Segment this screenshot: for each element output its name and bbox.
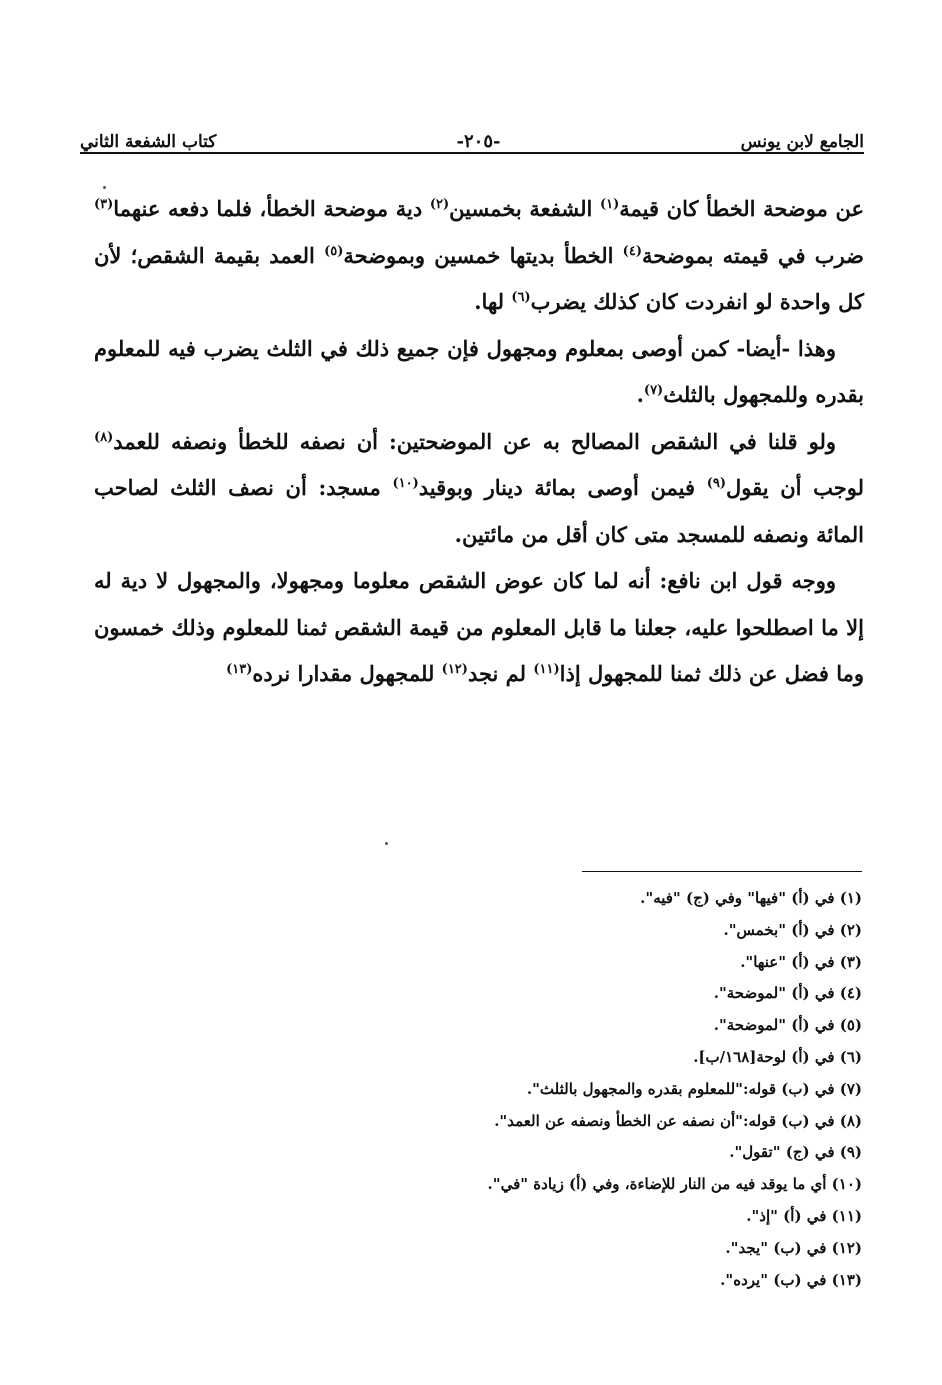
paragraph xyxy=(94,419,864,559)
footnote-marker: (٥) xyxy=(324,243,344,259)
text-run: العمد بقيمة الشقص؛ لأن كل واحدة لو انفردت كان كذلك يضرب xyxy=(94,242,864,314)
text-run: مسجد: أن نصف الثلث لصاحب المائة ونصفه للمسجد متى كان أقل من مائتين. xyxy=(94,475,864,547)
text-run: لها. xyxy=(474,289,512,314)
text-run: لوجب أن يقول xyxy=(725,475,864,500)
footnote: (٣) في (أ) "عنها". xyxy=(740,952,862,971)
footnote: (٢) في (أ) "بخمس". xyxy=(723,920,862,939)
footnote: (٩) في (ج) "تقول". xyxy=(729,1143,862,1162)
text-run: ولو قلنا في الشقص المصالح به عن الموضحتين: أن نصفه للخطأ ونصفه للعمد xyxy=(113,428,836,454)
footnote-marker: (٤) xyxy=(622,243,642,259)
footnote-marker: (١٢) xyxy=(441,662,468,677)
footnote: (١١) في (أ) "إذ". xyxy=(746,1206,862,1225)
scan-speck xyxy=(103,186,106,189)
text-run: للمجهول مقدارا نرده xyxy=(252,661,442,686)
footnote: (٦) في (أ) لوحة[١٦٨/ب]. xyxy=(693,1047,862,1066)
page-number: -٢٠٥- xyxy=(456,131,501,152)
footnote-marker: (١٣) xyxy=(226,662,253,677)
footnote-marker: (٧) xyxy=(643,383,664,398)
footnote: (١٢) في (ب) "يجد". xyxy=(725,1238,862,1257)
header-chapter-title: كتاب الشفعة الثاني xyxy=(80,132,217,152)
footnote-separator xyxy=(582,871,862,872)
text-run: . xyxy=(636,382,644,407)
text-run: الخطأ بديتها خمسين وبموضحة xyxy=(343,242,623,268)
text-run: ووجه قول ابن نافع: أنه لما كان عوض الشقص معلوما ومجهولا، والمجهول لا دية له إلا ما اصطلحوا عليه، جعلنا ما قابل المعلوم من قيمة الشقص ثمنا للمعلوم وذلك خمسون وما فضل عن ذلك ثمنا للمجهول إذا xyxy=(94,568,864,686)
footnote: (٤) في (أ) "لموضحة". xyxy=(713,984,862,1003)
footnote-marker: (٣) xyxy=(94,197,114,212)
text-run: فيمن أوصى بمائة دينار وبوقيد xyxy=(418,475,707,500)
footnote-marker: (١١) xyxy=(533,662,560,677)
paragraph xyxy=(94,558,864,698)
text-run: عن موضحة الخطأ كان قيمة xyxy=(619,196,865,221)
text-run: وهذا -أيضا- كمن أوصى بمعلوم ومجهول فإن جميع ذلك في الثلث يضرب فيه للمعلوم بقدره وللمجهول بالثلث xyxy=(94,335,864,407)
main-text xyxy=(94,186,864,698)
footnote: (١٣) في (ب) "يرده". xyxy=(720,1270,862,1289)
footnote: (٧) في (ب) قوله:"للمعلوم بقدره والمجهول بالثلث". xyxy=(526,1079,862,1098)
text-run: دية موضحة الخطأ، فلما دفعه عنهما xyxy=(113,196,430,221)
running-header xyxy=(80,118,864,154)
footnote-marker: (١) xyxy=(599,197,620,212)
paragraph xyxy=(94,186,864,326)
footnote-marker: (١٠) xyxy=(392,476,419,491)
text-run: ضرب في قيمته بموضحة xyxy=(641,242,864,268)
footnote-marker: (٩) xyxy=(706,476,726,491)
footnote-marker: (٨) xyxy=(94,429,114,445)
footnote: (١٠) أي ما يوقد فيه من النار للإضاءة، وفي (أ) زيادة "في". xyxy=(487,1175,862,1194)
scan-speck xyxy=(385,842,388,845)
footnote-marker: (٢) xyxy=(429,197,450,212)
text-run: الشفعة بخمسين xyxy=(449,196,600,221)
footnote: (١) في (أ) "فيها" وفي (ج) "فيه". xyxy=(640,889,862,907)
footnote-marker: (٦) xyxy=(511,290,531,305)
paragraph xyxy=(94,326,864,419)
footnotes-list xyxy=(162,883,862,1296)
header-book-title: الجامع لابن يونس xyxy=(740,132,864,152)
text-run: لم نجد xyxy=(467,661,534,686)
footnote: (٨) في (ب) قوله:"أن نصفه عن الخطأ ونصفه عن العمد". xyxy=(494,1111,862,1130)
footnote: (٥) في (أ) "لموضحة". xyxy=(713,1016,862,1035)
